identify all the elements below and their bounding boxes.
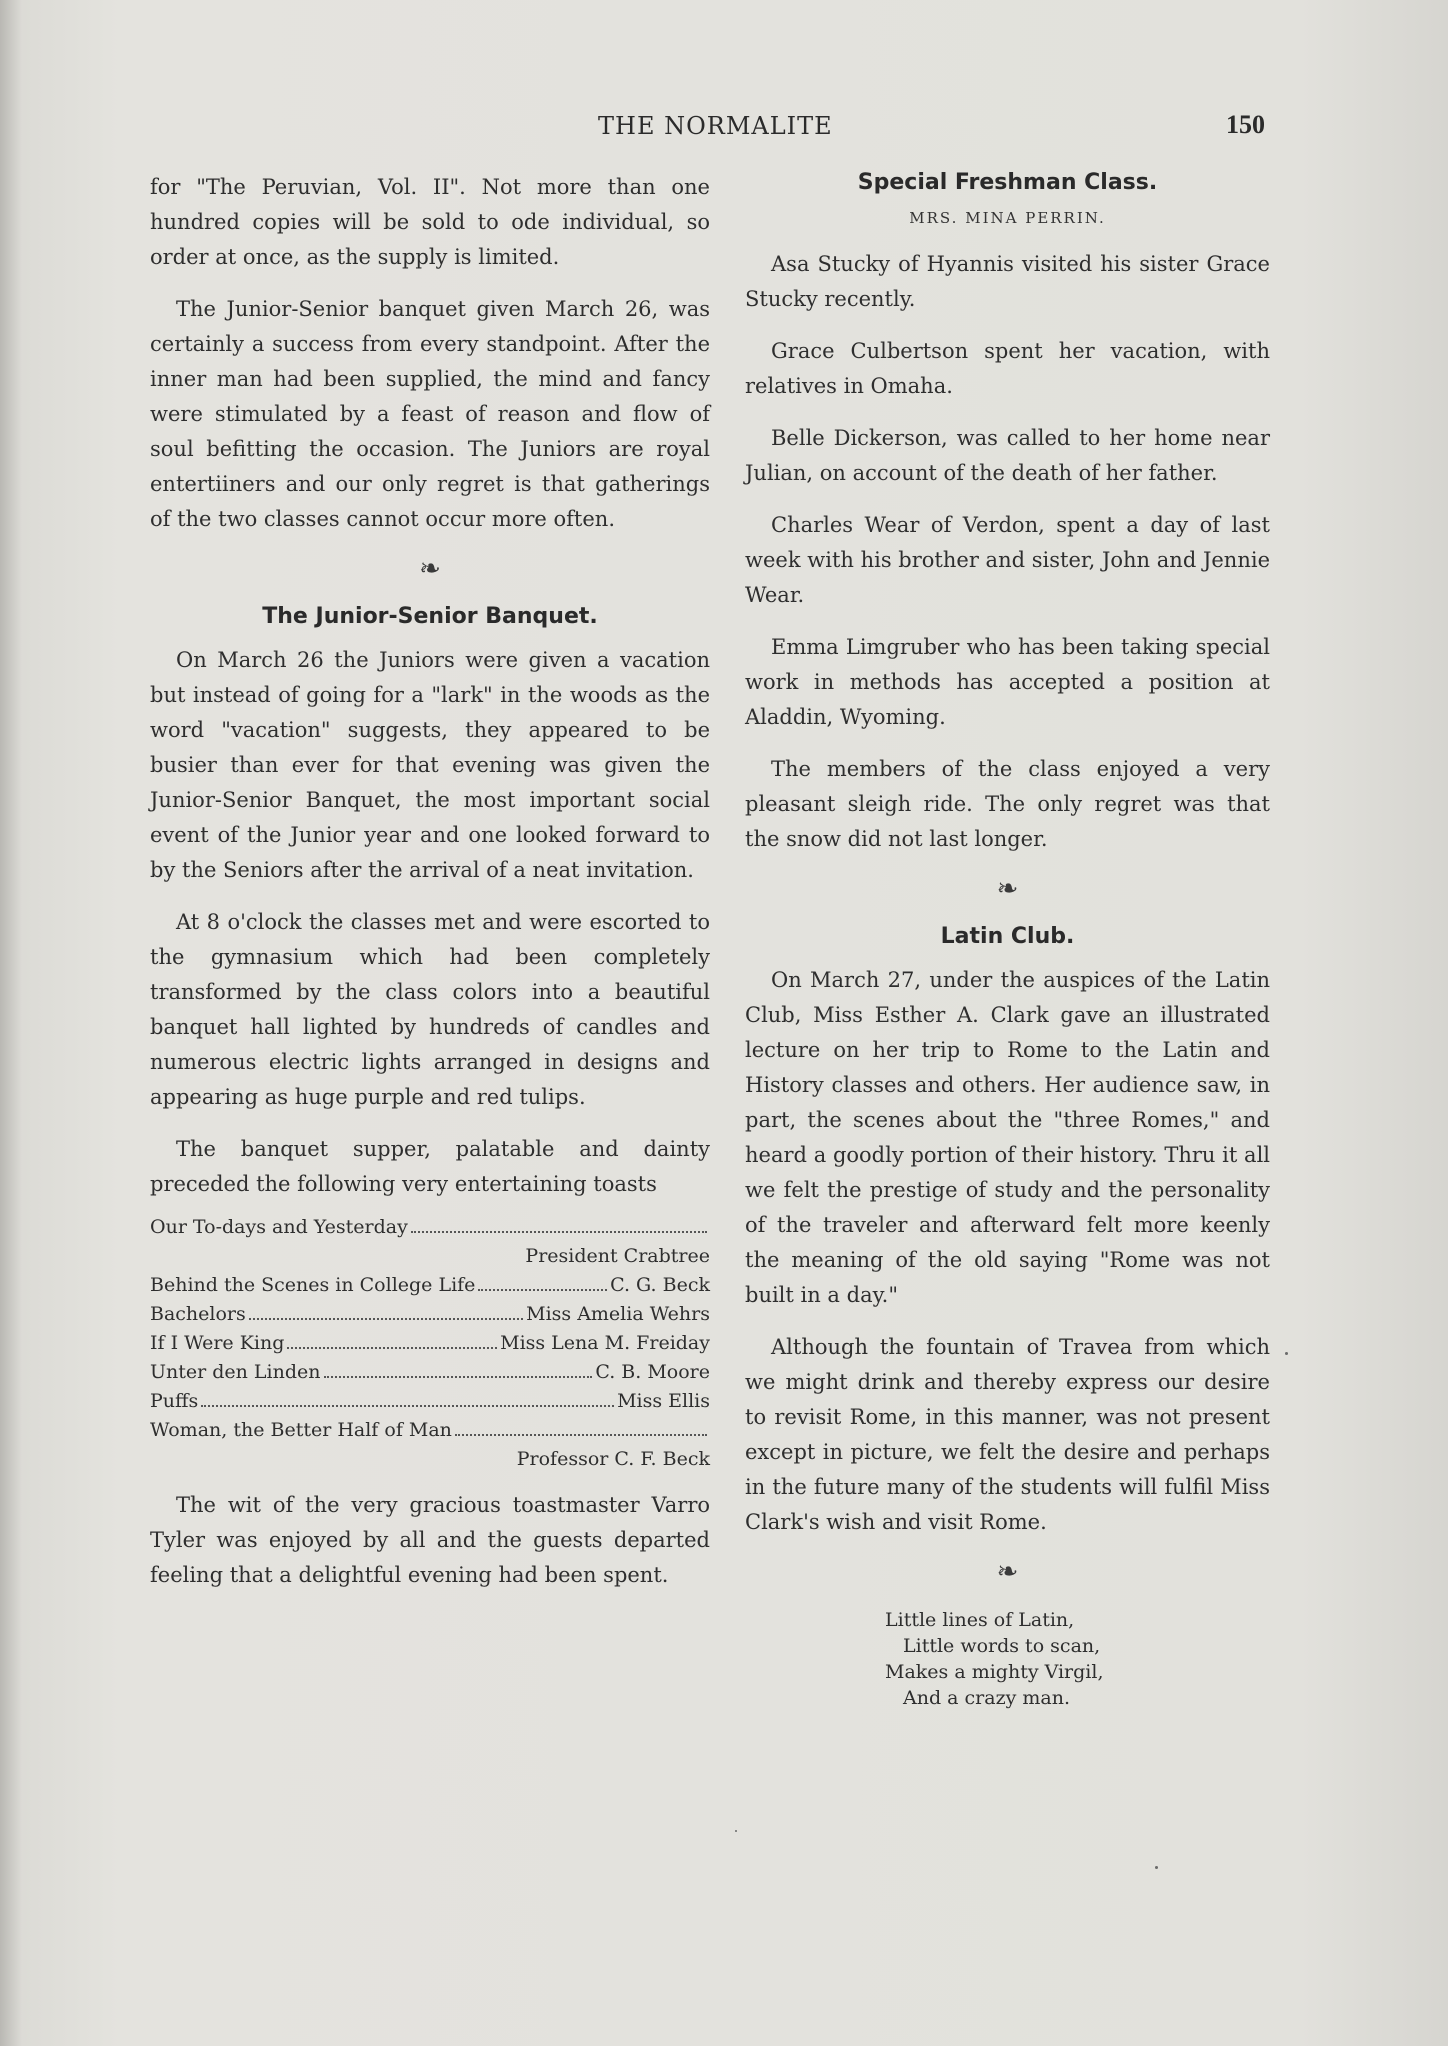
banquet-paragraph: On March 26 the Juniors were given a vacation but instead of going for a "lark" in the woods as the word "vacation" suggests, they appeared to be busier than ever for that evening was given the Junior-Senior Banquet, the most important social event of the Junior year and one looked forward to by the Seniors after the arrival of a neat invitation.: [150, 648, 710, 882]
toast-item: [150, 1358, 710, 1387]
latin-poem: [885, 1607, 1270, 1711]
toast-speaker: President Crabtree: [525, 1245, 710, 1267]
poem-line: And a crazy man.: [903, 1687, 1070, 1709]
banquet-paragraph: At 8 o'clock the classes met and were escorted to the gymnasium which had been completely transformed by the class colors into a beautiful banquet hall lighted by hundreds of candles and numerous electric lights arranged in designs and appearing as huge purple and red tulips.: [150, 910, 710, 1109]
toast-title: If I Were King: [150, 1332, 285, 1354]
leaf-ornament-icon: ❧: [996, 1557, 1019, 1587]
leader-dots: [455, 1434, 707, 1436]
leader-dots: [411, 1231, 707, 1233]
page-number: 150: [1226, 110, 1265, 139]
freshman-title: Special Freshman Class.: [857, 170, 1158, 195]
freshman-note: The members of the class enjoyed a very pleasant sleigh ride. The only regret was that the snow did not last longer.: [745, 757, 1270, 851]
latin-paragraph: Although the fountain of Travea from which we might drink and thereby express our desire to revisit Rome, in this manner, was not present except in picture, we felt the desire and perhaps in the future many of the students will fulfil Miss Clark's wish and visit Rome.: [745, 1335, 1270, 1534]
running-title: THE NORMALITE: [598, 112, 833, 140]
toast-title: Woman, the Better Half of Man: [150, 1419, 452, 1441]
right-column: [745, 170, 1270, 1711]
toast-speaker: Miss Lena M. Freiday: [500, 1332, 710, 1354]
banquet-paragraph: The banquet supper, palatable and dainty preceded the following very entertaining toasts: [150, 1137, 710, 1196]
toast-speaker: Miss Amelia Wehrs: [526, 1303, 710, 1325]
toast-item: [150, 1329, 710, 1358]
toast-speaker: C. G. Beck: [610, 1274, 710, 1296]
scan-speck: [1285, 1352, 1288, 1355]
freshman-note: Asa Stucky of Hyannis visited his sister Grace Stucky recently.: [745, 252, 1270, 311]
toast-title: Behind the Scenes in College Life: [150, 1274, 476, 1296]
toast-title: Puffs: [150, 1390, 199, 1412]
banquet-closing: The wit of the very gracious toastmaster Varro Tyler was enjoyed by all and the guests departed feeling that a delightful evening had been spent.: [150, 1493, 710, 1587]
leaf-ornament-icon: ❧: [419, 554, 441, 584]
latin-paragraph: On March 27, under the auspices of the Latin Club, Miss Esther A. Clark gave an illustrated lecture on her trip to Rome to the Latin and History classes and others. Her audience saw, in part, the scenes about the "three Romes," and heard a goodly portion of their history. Thru it all we felt the prestige of study and the personality of the traveler and afterward felt more keenly the meaning of the old saying "Rome was not built in a day.": [745, 968, 1270, 1307]
scan-speck: [735, 1830, 737, 1832]
toast-list: [150, 1213, 710, 1474]
latin-club-title: Latin Club.: [940, 924, 1075, 949]
intro-paragraph: for "The Peruvian, Vol. II". Not more than one hundred copies will be sold to ode individual, so order at once, as the supply is limited.: [150, 175, 710, 269]
banquet-title: The Junior-Senior Banquet.: [262, 604, 598, 629]
toast-speaker: Miss Ellis: [617, 1390, 710, 1412]
toast-item: [150, 1300, 710, 1329]
page-header: [0, 108, 1448, 148]
freshman-note: Charles Wear of Verdon, spent a day of last week with his brother and sister, John and Jennie Wear.: [745, 513, 1270, 607]
leaf-ornament-icon: ❧: [996, 874, 1019, 904]
freshman-note: Belle Dickerson, was called to her home near Julian, on account of the death of her father.: [745, 426, 1270, 485]
leader-dots: [249, 1318, 523, 1320]
poem-line: Makes a mighty Virgil,: [885, 1661, 1104, 1683]
toast-item: [150, 1213, 710, 1242]
toast-title: Our To-days and Yesterday: [150, 1216, 408, 1238]
toast-item: [150, 1416, 710, 1445]
toast-title: Unter den Linden: [150, 1361, 321, 1383]
freshman-note: Emma Limgruber who has been taking special work in methods has accepted a position at Aladdin, Wyoming.: [745, 635, 1270, 729]
toast-item: [150, 1271, 710, 1300]
left-column: [150, 170, 710, 1610]
toast-item: [150, 1387, 710, 1416]
leader-dots: [201, 1405, 614, 1407]
leader-dots: [478, 1289, 607, 1291]
scan-speck: [1155, 1866, 1158, 1869]
toast-speaker: Professor C. F. Beck: [516, 1448, 710, 1470]
toast-speaker: C. B. Moore: [595, 1361, 710, 1383]
intro-paragraph: The Junior-Senior banquet given March 26, was certainly a success from every standpoint. After the inner man had been supplied, the mind and fancy were stimulated by a feast of reason and flow of soul befitting the occasion. The Juniors are royal entertiiners and our only regret is that gatherings of the two classes cannot occur more often.: [150, 297, 710, 531]
leader-dots: [287, 1347, 497, 1349]
poem-line: Little lines of Latin,: [885, 1609, 1075, 1631]
leader-dots: [324, 1376, 593, 1378]
poem-line: Little words to scan,: [903, 1635, 1101, 1657]
freshman-byline: MRS. MINA PERRIN.: [909, 209, 1106, 227]
toast-title: Bachelors: [150, 1303, 246, 1325]
freshman-note: Grace Culbertson spent her vacation, with relatives in Omaha.: [745, 339, 1270, 398]
